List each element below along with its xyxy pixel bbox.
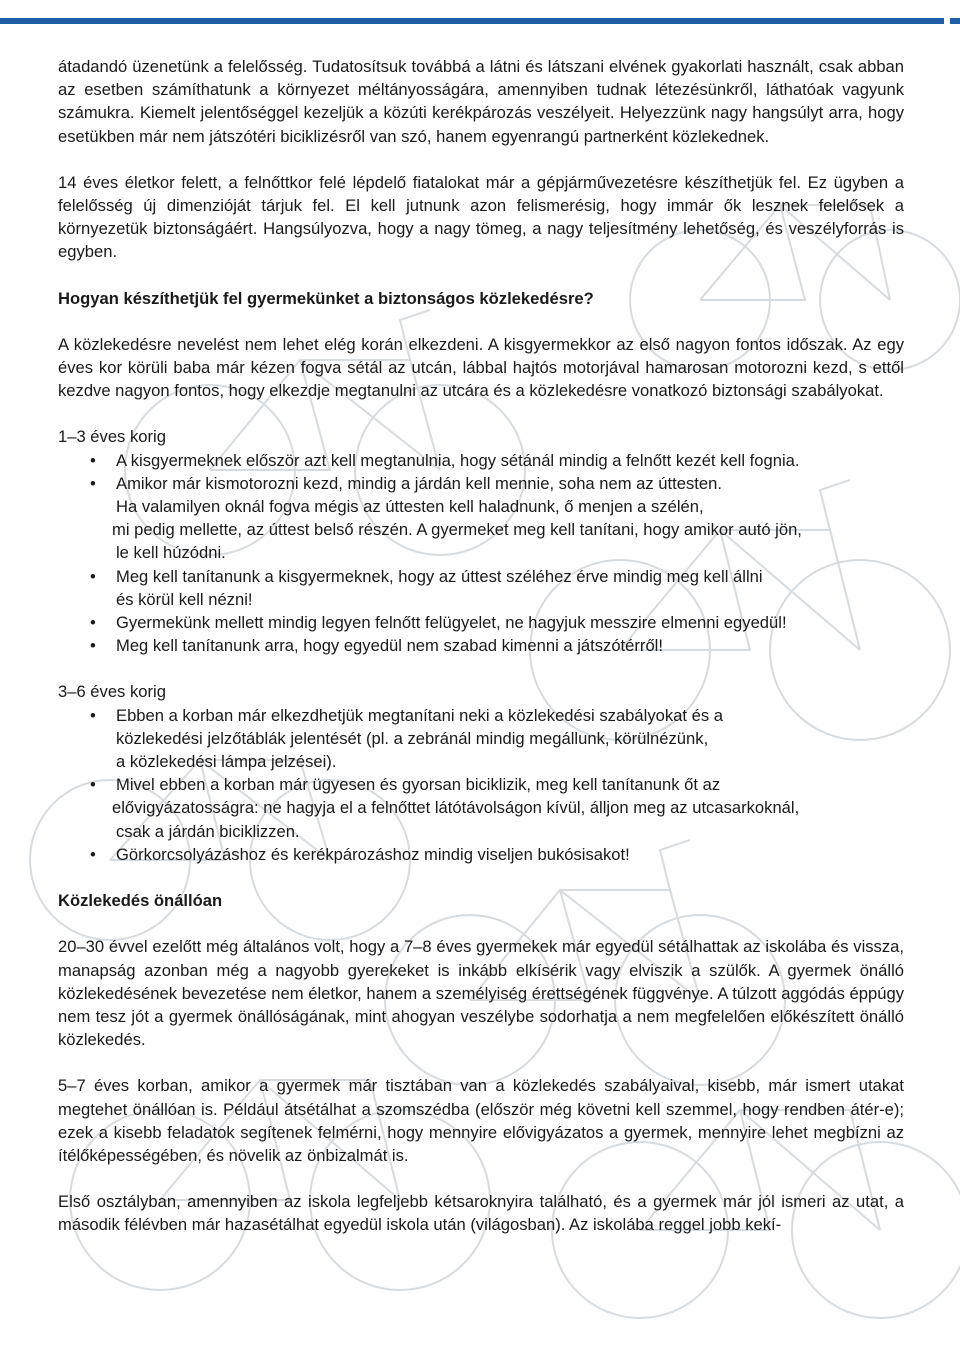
list-item: • A kisgyermeknek először azt kell megtanulnia, hogy sétánál mindig a felnőtt kezét kell fognia.: [58, 449, 904, 472]
top-accent-bar-end: [950, 18, 960, 24]
section1-paragraph: A közlekedésre nevelést nem lehet elég korán elkezdeni. A kisgyermekkor az első nagyon fontos időszak. Az egy éves kor körüli baba már kézen fogva sétál az utcán, lábbal hajtós motorjával hamarosan motorozni kezd, s ettől kezdve nagyon fontos, hogy elkezdje megtanulni az utcára és a közlekedésre vonatkozó biztonsági szabályokat.: [58, 334, 904, 401]
list-item: • Görkorcsolyázáshoz és kerékpározáshoz mindig viseljen bukósisakot!: [58, 843, 904, 866]
section2-paragraph-3: Első osztályban, amennyiben az iskola legfeljebb kétsaroknyira található, és a gyermek már jól ismeri az utat, a második félévben már hazasétálhat egyedül iskola után (világosban). Az iskolába reggel jobb kekí-: [58, 1192, 904, 1235]
list-item-continuation: csak a járdán biciklizzen.: [116, 821, 300, 841]
list-item: • Ebben a korban már elkezdhetjük megtanítani neki a közlekedési szabályokat és a: [58, 704, 904, 727]
list-item: • Amikor már kismotorozni kezd, mindig a járdán kell mennie, soha nem az úttesten.: [58, 472, 904, 495]
age-group-title-1-3: 1–3 éves korig: [58, 427, 166, 447]
list-item: • Mivel ebben a korban már ügyesen és gyorsan biciklizik, meg kell tanítanunk őt az: [58, 773, 904, 796]
section2-paragraph-2: 5–7 éves korban, amikor a gyermek már tisztában van a közlekedés szabályaival, kisebb, már ismert utakat megtehet önállóan is. Például átsétálhat a szomszédba (először még követni kell szemmel, hogy rendben átér-e); ezek a kisebb feladatok segítenek felmérni, hogy mennyire elővigyázatos a gyermek, mennyire lehet megbízni az ítélőképességében, és növelik az önbizalmát is.: [58, 1076, 904, 1165]
intro-paragraph-1: átadandó üzenetünk a felelősség. Tudatosítsuk továbbá a látni és látszani elvének gyakorlati használt, csak abban az esetben számíthatunk a környezet méltányosságára, amennyiben tudnak létezésünkről, láthatóak vagyunk számukra. Kiemelt jelentőséggel kezeljük a közúti kerékpározás veszélyeit. Helyezzünk nagy hangsúlyt arra, hogy esetükben már nem játszótéri biciklizésről van szó, hanem egyenrangú partnerként közlekednek.: [58, 57, 904, 146]
list-item-continuation: és körül kell nézni!: [116, 589, 253, 609]
age-group-title-3-6: 3–6 éves korig: [58, 682, 166, 702]
list-item-continuation: le kell húzódni.: [116, 543, 226, 563]
top-accent-bar: [0, 18, 944, 24]
list-item: • Gyermekünk mellett mindig legyen felnőtt felügyelet, ne hagyjuk messzire elmenni egyedül!: [58, 611, 904, 634]
list-item-continuation: elővigyázatosságra: ne hagyja el a felnőttet látótávolságon kívül, álljon meg az utcasarkoknál,: [112, 798, 800, 818]
list-item-continuation: a közlekedési lámpa jelzései).: [116, 752, 337, 772]
section2-paragraph-1: 20–30 évvel ezelőtt még általános volt, hogy a 7–8 éves gyermekek már egyedül sétálhattak az iskolába és vissza, manapság azonban még a nagyobb gyerekeket is inkább elkísérik vagy elviszik a szülők. A gyermek önálló közlekedésének bevezetése nem életkor, hanem a személyiség érettségének függvénye. A túlzott aggódás éppúgy nem tesz jót a gyermek önállóságának, mint ahogyan veszélybe sodorhatja a nem megfelelően előkészített önálló közlekedés.: [58, 937, 904, 1050]
page-content: [58, 55, 904, 1237]
section-heading-independent-transport: Közlekedés önállóan: [58, 891, 223, 911]
list-item: • Meg kell tanítanunk a kisgyermeknek, hogy az úttest széléhez érve mindig meg kell állni: [58, 565, 904, 588]
list-item-continuation: közlekedési jelzőtáblák jelentését (pl. a zebránál mindig megállunk, körülnézünk,: [116, 728, 709, 748]
section-heading-safe-transport: Hogyan készíthetjük fel gyermekünket a biztonságos közlekedésre?: [58, 288, 594, 308]
list-item: • Meg kell tanítanunk arra, hogy egyedül nem szabad kimenni a játszótérről!: [58, 634, 904, 657]
list-item-continuation: mi pedig mellette, az úttest belső részén. A gyermeket meg kell tanítani, hogy amikor autó jön,: [112, 520, 802, 540]
intro-paragraph-2: 14 éves életkor felett, a felnőttkor felé lépdelő fiatalokat már a gépjárművezetésre készíthetjük fel. Ez ügyben a felelősség új dimenzióját tárjuk fel. El kell jutnunk azon felismerésig, hogy immár ők lesznek felelősek a környezetük biztonságáért. Hangsúlyozva, hogy a nagy tömeg, a nagy teljesítmény lehetőség, és veszélyforrás is egyben.: [58, 172, 904, 262]
age-1-3-list: [58, 449, 904, 495]
list-item-continuation: Ha valamilyen oknál fogva mégis az úttesten kell haladnunk, ő menjen a szélén,: [116, 497, 704, 517]
